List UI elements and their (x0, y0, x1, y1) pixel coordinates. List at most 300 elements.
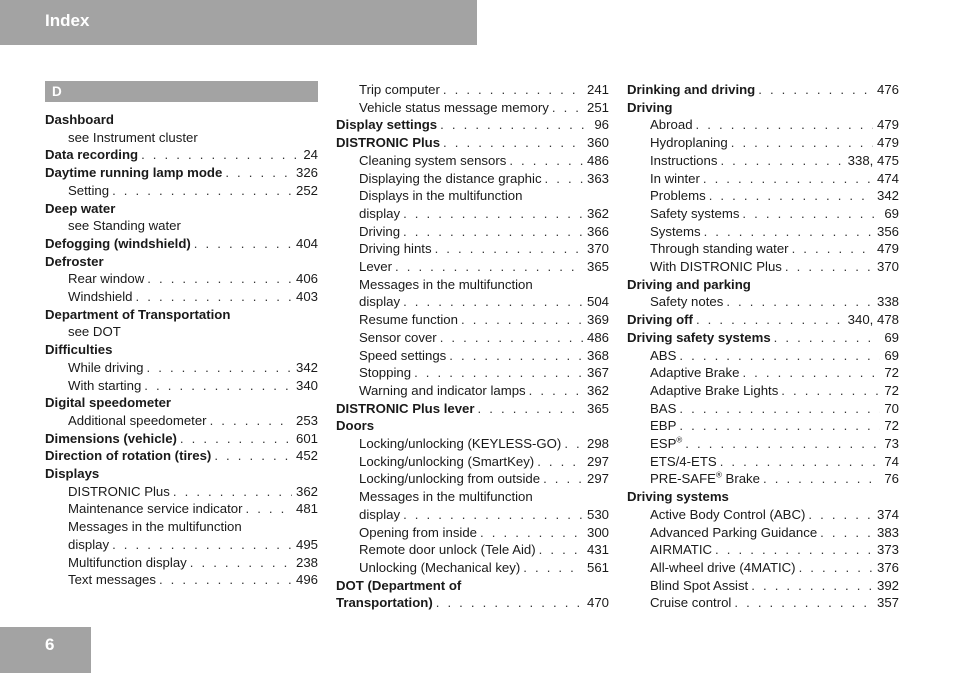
index-subentry (627, 577, 899, 595)
index-subentry (627, 594, 899, 612)
index-subentry (336, 152, 609, 170)
page-ref[interactable]: 431 (586, 542, 609, 558)
leader-dots (717, 152, 843, 170)
entry-term: PRE-SAFE® Brake (650, 471, 760, 487)
entry-term: Unlocking (Mechanical key) (359, 559, 521, 575)
leader-dots (475, 400, 583, 418)
header-bar (0, 0, 477, 45)
leader-dots (755, 81, 873, 99)
entry-term: Active Body Control (ABC) (650, 506, 806, 522)
leader-dots (712, 541, 873, 559)
index-subentry (45, 536, 318, 554)
leader-dots (693, 311, 844, 329)
entry-term: Speed settings (359, 347, 447, 363)
registered-mark: ® (676, 435, 683, 445)
entry-term: Safety notes (650, 294, 724, 310)
entry-term: Rear window (68, 271, 145, 287)
page-ref[interactable]: 366 (586, 223, 609, 239)
entry-term: display (359, 506, 401, 522)
leader-dots (222, 164, 292, 182)
index-subentry (627, 524, 899, 542)
leader-dots (144, 270, 292, 288)
leader-dots (701, 223, 873, 241)
leader-dots (748, 577, 873, 595)
index-entry (336, 400, 609, 418)
leader-dots (549, 99, 583, 117)
index-subentry (45, 129, 318, 147)
page-ref[interactable]: 342 (295, 359, 318, 375)
index-subentry (627, 453, 899, 471)
entry-term: Setting (68, 182, 110, 198)
page-ref[interactable]: 251 (586, 99, 609, 115)
page-ref[interactable]: 340, 478 (847, 312, 899, 328)
entry-term: see DOT (68, 324, 121, 340)
leader-dots (700, 170, 873, 188)
index-subentry (45, 483, 318, 501)
page-ref[interactable]: 24 (303, 147, 318, 163)
index-subentry (45, 412, 318, 430)
index-subentry (45, 571, 318, 589)
index-entry (45, 341, 318, 359)
index-column-3 (627, 81, 899, 612)
leader-dots (760, 470, 880, 488)
entry-term: Vehicle status message memory (359, 99, 549, 115)
entry-term: Stopping (359, 365, 412, 381)
page-ref[interactable]: 476 (876, 82, 899, 97)
leader-dots (400, 293, 583, 311)
index-subentry (336, 453, 609, 471)
page-ref[interactable]: 365 (586, 400, 609, 416)
leader-dots (433, 594, 583, 612)
page-ref[interactable]: 238 (295, 554, 318, 570)
index-subentry (627, 559, 899, 577)
index-subentry (627, 417, 899, 435)
index-subentry (336, 470, 609, 488)
page-title: Index (45, 11, 90, 30)
index-subentry (627, 347, 899, 365)
leader-dots (440, 81, 583, 99)
page-ref[interactable]: 601 (295, 430, 318, 446)
entry-term: Trip computer (359, 82, 440, 97)
index-entry (45, 164, 318, 182)
entry-term: display (359, 205, 401, 221)
entry-term: Driving hints (359, 241, 432, 257)
index-subentry (45, 270, 318, 288)
entry-term: Drinking and driving (627, 82, 756, 97)
page-ref[interactable]: 356 (876, 223, 899, 239)
leader-dots (477, 524, 583, 542)
page-ref[interactable]: 363 (586, 170, 609, 186)
page-ref[interactable]: 392 (876, 577, 899, 593)
section-letter-bar: D (45, 81, 318, 102)
entry-term: Deep water (45, 200, 116, 216)
leader-dots (191, 235, 292, 253)
entry-term: Displays (45, 466, 100, 482)
index-subentry (627, 541, 899, 559)
leader-dots (207, 412, 292, 430)
index-subentry (336, 329, 609, 347)
leader-dots (400, 506, 583, 524)
index-subentry (627, 116, 899, 134)
leader-dots (437, 116, 590, 134)
leader-dots (723, 293, 873, 311)
page-number-box (0, 627, 91, 673)
entry-term: Resume function (359, 312, 458, 328)
index-subentry (45, 377, 318, 395)
page-number: 6 (45, 635, 55, 654)
entry-term: Warning and indicator lamps (359, 382, 526, 398)
index-subentry (336, 293, 609, 311)
index-entry (627, 329, 899, 347)
page-ref[interactable]: 342 (876, 188, 899, 204)
index-entry (336, 417, 609, 435)
page-ref[interactable]: 72 (884, 418, 899, 434)
entry-term: DISTRONIC Plus (336, 135, 441, 151)
leader-dots (676, 400, 880, 418)
index-subentry (627, 400, 899, 418)
page-ref[interactable]: 481 (295, 501, 318, 517)
index-entry (627, 99, 899, 117)
page-ref[interactable]: 69 (884, 347, 899, 363)
page-ref[interactable]: 479 (876, 135, 899, 151)
index-subentry (627, 223, 899, 241)
index-entry (45, 306, 318, 324)
leader-dots (437, 329, 583, 347)
index-subentry (336, 99, 609, 117)
page-ref[interactable]: 76 (884, 471, 899, 487)
entry-term: Advanced Parking Guidance (650, 524, 818, 540)
page-ref[interactable]: 486 (586, 329, 609, 345)
index-entry (336, 594, 609, 612)
entry-term: Locking/unlocking from outside (359, 471, 541, 487)
index-column-1 (45, 81, 318, 589)
index-subentry (627, 205, 899, 223)
page-ref[interactable]: 495 (295, 536, 318, 552)
leader-dots (144, 359, 292, 377)
page-ref[interactable]: 404 (295, 235, 318, 251)
leader-dots (782, 258, 873, 276)
entry-term: Cruise control (650, 595, 732, 611)
leader-dots (796, 559, 873, 577)
index-subentry (627, 506, 899, 524)
page-ref[interactable]: 298 (586, 436, 609, 452)
page-ref[interactable]: 241 (586, 82, 609, 97)
entry-term: With starting (68, 377, 142, 393)
page-ref[interactable]: 383 (876, 524, 899, 540)
page-ref[interactable]: 74 (884, 453, 899, 469)
index-subentry (627, 170, 899, 188)
leader-dots (676, 417, 880, 435)
page-ref[interactable]: 362 (586, 205, 609, 221)
page-ref[interactable]: 452 (295, 448, 318, 464)
index-subentry (627, 258, 899, 276)
index-subentry (336, 488, 609, 506)
leader-dots (728, 134, 873, 152)
leader-dots (133, 288, 292, 306)
entry-term: Displaying the distance graphic (359, 170, 542, 186)
entry-term: ABS (650, 347, 677, 363)
index-entry (45, 146, 318, 164)
page-ref[interactable]: 496 (295, 572, 318, 588)
page-ref[interactable]: 403 (295, 289, 318, 305)
index-subentry (627, 382, 899, 400)
page-ref[interactable]: 338 (876, 294, 899, 310)
entry-term: BAS (650, 400, 677, 416)
index-subentry (45, 182, 318, 200)
index-column-2 (336, 81, 609, 612)
entry-term: DISTRONIC Plus lever (336, 400, 475, 416)
page-ref[interactable]: 360 (586, 135, 609, 151)
page-ref[interactable]: 373 (876, 542, 899, 558)
entry-term: ETS/4-ETS (650, 453, 717, 469)
page-ref[interactable]: 340 (295, 377, 318, 393)
index-subentry (336, 524, 609, 542)
index-subentry (336, 364, 609, 382)
leader-dots (706, 187, 873, 205)
leader-dots (682, 435, 880, 453)
page-ref[interactable]: 367 (586, 365, 609, 381)
entry-term: Abroad (650, 117, 693, 133)
page-ref[interactable]: 69 (884, 205, 899, 221)
page-ref[interactable]: 297 (586, 471, 609, 487)
leader-dots (561, 435, 583, 453)
entry-term: Digital speedometer (45, 395, 172, 411)
entry-term: Defroster (45, 253, 104, 269)
page-ref[interactable]: 376 (876, 559, 899, 575)
page-ref[interactable]: 370 (586, 241, 609, 257)
index-subentry (336, 541, 609, 559)
index-subentry (336, 170, 609, 188)
entry-term: Doors (336, 418, 375, 434)
leader-dots (693, 116, 873, 134)
index-entry (627, 81, 899, 99)
entry-term: In winter (650, 170, 700, 186)
entry-term: Instructions (650, 152, 718, 168)
entry-term: Sensor cover (359, 329, 437, 345)
leader-dots (542, 170, 583, 188)
leader-dots (717, 453, 881, 471)
index-entry (45, 465, 318, 483)
index-subentry (336, 187, 609, 205)
page-ref[interactable]: 368 (586, 347, 609, 363)
entry-term: Lever (359, 259, 392, 275)
leader-dots (536, 541, 583, 559)
entry-term: Driving (359, 223, 401, 239)
page-ref[interactable]: 362 (295, 483, 318, 499)
entry-term: DISTRONIC Plus (68, 483, 170, 499)
leader-dots (731, 594, 873, 612)
entry-term: Adaptive Brake (650, 365, 740, 381)
page-ref[interactable]: 362 (586, 382, 609, 398)
entry-term: Defogging (windshield) (45, 235, 191, 251)
index-subentry (336, 205, 609, 223)
entry-term: display (68, 536, 110, 552)
leader-dots (520, 559, 583, 577)
leader-dots (526, 382, 583, 400)
leader-dots (400, 205, 583, 223)
page-ref[interactable]: 479 (876, 117, 899, 133)
index-entry (45, 235, 318, 253)
entry-term: Opening from inside (359, 524, 478, 540)
page-ref[interactable]: 374 (876, 506, 899, 522)
page-ref[interactable]: 530 (586, 506, 609, 522)
entry-term: Blind Spot Assist (650, 577, 749, 593)
entry-term: Displays in the multifunction (359, 188, 523, 204)
entry-term: Cleaning system sensors (359, 152, 507, 168)
index-subentry (336, 240, 609, 258)
leader-dots (739, 364, 880, 382)
index-subentry (45, 288, 318, 306)
entry-term: Through standing water (650, 241, 789, 257)
leader-dots (506, 152, 583, 170)
entry-term: Driving off (627, 312, 693, 328)
entry-term: Adaptive Brake Lights (650, 382, 779, 398)
entry-term: Safety systems (650, 205, 740, 221)
index-subentry (45, 323, 318, 341)
entry-term: display (359, 294, 401, 310)
leader-dots (446, 347, 583, 365)
entry-term: Display settings (336, 117, 438, 133)
index-subentry (627, 435, 899, 453)
entry-term: AIRMATIC (650, 542, 713, 558)
leader-dots (789, 240, 873, 258)
page-ref[interactable]: 365 (586, 259, 609, 275)
page-ref[interactable]: 72 (884, 382, 899, 398)
entry-term: DOT (Department of (336, 577, 462, 593)
page-ref[interactable]: 96 (594, 117, 609, 133)
index-subentry (336, 382, 609, 400)
leader-dots (771, 329, 881, 347)
index-entry (45, 200, 318, 218)
leader-dots (156, 571, 292, 589)
index-subentry (45, 518, 318, 536)
page-ref[interactable]: 326 (295, 165, 318, 181)
leader-dots (187, 554, 292, 572)
index-entry (627, 488, 899, 506)
entry-term: Problems (650, 188, 706, 204)
index-entry (45, 447, 318, 465)
page-ref[interactable]: 252 (295, 182, 318, 198)
leader-dots (676, 347, 880, 365)
page-ref[interactable]: 297 (586, 453, 609, 469)
entry-term: see Standing water (68, 218, 181, 234)
leader-dots (534, 453, 583, 471)
index-subentry (45, 554, 318, 572)
index-subentry (627, 470, 899, 488)
entry-term: Difficulties (45, 342, 113, 358)
page-ref[interactable]: 73 (884, 436, 899, 452)
entry-term: EBP (650, 418, 677, 434)
leader-dots (109, 182, 292, 200)
entry-term: Transportation) (336, 595, 433, 611)
leader-dots (805, 506, 873, 524)
entry-term: Dashboard (45, 112, 114, 127)
index-subentry (45, 500, 318, 518)
entry-term: Driving safety systems (627, 329, 771, 345)
entry-term: Windshield (68, 289, 133, 305)
entry-term: Data recording (45, 147, 139, 163)
index-subentry (627, 152, 899, 170)
page-ref[interactable]: 504 (586, 294, 609, 310)
leader-dots (211, 447, 292, 465)
index-subentry (627, 134, 899, 152)
index-subentry (627, 293, 899, 311)
index-subentry (45, 359, 318, 377)
page-ref[interactable]: 357 (876, 595, 899, 611)
leader-dots (817, 524, 873, 542)
entry-term: see Instrument cluster (68, 129, 198, 145)
entry-term: Remote door unlock (Tele Aid) (359, 542, 536, 558)
leader-dots (440, 134, 583, 152)
index-subentry (336, 311, 609, 329)
index-entry (45, 430, 318, 448)
index-entry (627, 311, 899, 329)
page-ref[interactable]: 470 (586, 595, 609, 611)
page-ref[interactable]: 70 (884, 400, 899, 416)
index-subentry (336, 276, 609, 294)
leader-dots (109, 536, 292, 554)
page-ref[interactable]: 370 (876, 259, 899, 275)
entry-term: Text messages (68, 572, 156, 588)
page-ref[interactable]: 300 (586, 524, 609, 540)
index-entry (45, 253, 318, 271)
registered-mark: ® (715, 471, 722, 481)
index-subentry (627, 187, 899, 205)
leader-dots (170, 483, 292, 501)
page-ref[interactable]: 479 (876, 241, 899, 257)
entry-term: Messages in the multifunction (68, 519, 242, 535)
entry-term: Driving systems (627, 489, 729, 505)
leader-dots (739, 205, 880, 223)
leader-dots (411, 364, 583, 382)
page-ref[interactable]: 474 (876, 170, 899, 186)
entry-term: Messages in the multifunction (359, 489, 533, 505)
index-subentry (45, 217, 318, 235)
page-ref[interactable]: 561 (586, 559, 609, 575)
page-ref[interactable]: 369 (586, 312, 609, 328)
leader-dots (778, 382, 880, 400)
page-ref[interactable]: 253 (295, 412, 318, 428)
page-ref[interactable]: 486 (586, 152, 609, 168)
entry-term: Daytime running lamp mode (45, 165, 223, 181)
entry-term: Department of Transportation (45, 306, 231, 322)
index-entry (45, 394, 318, 412)
entry-term: Maintenance service indicator (68, 501, 243, 517)
entry-term: Locking/unlocking (SmartKey) (359, 453, 535, 469)
leader-dots (177, 430, 292, 448)
page-ref[interactable]: 406 (295, 271, 318, 287)
entry-term: ESP® (650, 435, 683, 452)
leader-dots (540, 470, 583, 488)
entry-term: Hydroplaning (650, 135, 728, 151)
index-subentry (336, 506, 609, 524)
index-subentry (336, 347, 609, 365)
page-ref[interactable]: 69 (884, 329, 899, 345)
entry-term: Dimensions (vehicle) (45, 430, 177, 446)
leader-dots (432, 240, 583, 258)
page-ref[interactable]: 72 (884, 365, 899, 381)
entry-term: Locking/unlocking (KEYLESS-GO) (359, 436, 562, 452)
leader-dots (242, 500, 292, 518)
leader-dots (400, 223, 583, 241)
entry-term: Multifunction display (68, 554, 187, 570)
leader-dots (458, 311, 583, 329)
entry-term: Systems (650, 223, 701, 239)
index-subentry (627, 240, 899, 258)
index-subentry (336, 435, 609, 453)
page-ref[interactable]: 338, 475 (847, 152, 899, 168)
entry-term: With DISTRONIC Plus (650, 259, 782, 275)
